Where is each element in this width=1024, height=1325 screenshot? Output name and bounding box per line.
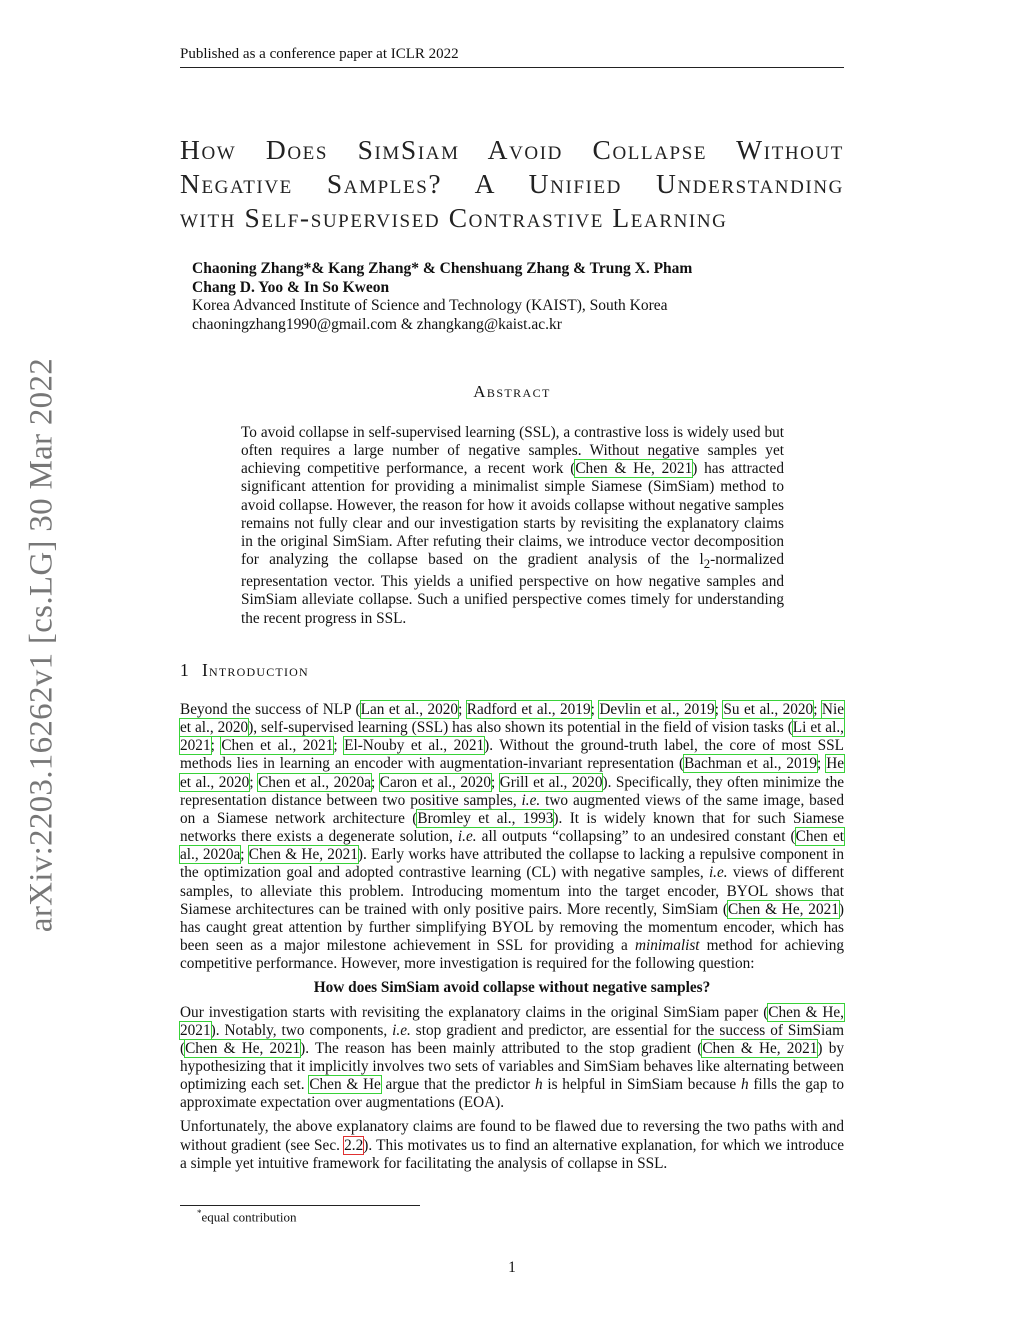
citation-link[interactable]: Chen et al., 2021 xyxy=(221,737,334,755)
affiliation: Korea Advanced Institute of Science and Technology (KAIST), South Korea xyxy=(192,297,668,314)
text-run: ). This motivates us to find an alternative explanation, for which we introduce a simple yet intuitive framework for facilitating the analysis of collapse in SSL. xyxy=(180,1136,844,1172)
citation-link[interactable]: Chen & He, 2021 xyxy=(180,1003,844,1039)
citation-link[interactable]: Bachman et al., 2019 xyxy=(684,755,817,773)
abstract-part: ) has attracted significant attention for providing a minimalist simple Siamese (SimSiam) method to avoid collapse. However, the reason for how it avoids collapse without negative samples remains not fully clear and our investigation starts by revisiting the explanatory claims in the original SimSiam. After refuting their claims, we introduce vector decomposition for analyzing the collapse based on the gradient analysis of the l xyxy=(241,460,784,569)
citation-link[interactable]: Devlin et al., 2019 xyxy=(599,701,715,718)
section-body xyxy=(180,701,844,1179)
text-run: ; xyxy=(333,737,345,755)
text-run: ). Specifically, they often minimize the representation distance between two positive samples, xyxy=(180,773,845,809)
text-run: Unfortunately, the above explanatory claims are found to be flawed due to reversing the two paths with and without gradient (see Sec. xyxy=(180,1118,844,1154)
page-number: 1 xyxy=(508,1259,516,1276)
emphasis: minimalist xyxy=(634,937,700,955)
text-run: is helpful in SimSiam because xyxy=(542,1076,741,1094)
title-line-3: with Self-supervised Contrastive Learning xyxy=(180,202,728,233)
text-run: Beyond the success of NLP ( xyxy=(180,701,361,718)
citation-link[interactable]: Chen & He, 2021 xyxy=(248,846,358,864)
citation-link[interactable]: Radford et al., 2019 xyxy=(466,701,591,718)
text-run: ). The reason has been mainly attributed to the stop gradient ( xyxy=(300,1039,703,1057)
text-run: views of different samples, to alleviate this problem. Introducing momentum into the target encoder, BYOL shows that Siamese architectures can be trained with only positive pairs. More recently, SimSiam ( xyxy=(180,864,844,918)
italic-ie: i.e. xyxy=(392,1021,411,1039)
text-run: stop gradient and predictor, are essential for the success of SimSiam ( xyxy=(180,1021,844,1057)
text-run: argue that the predictor xyxy=(380,1076,535,1094)
footnote xyxy=(197,1208,296,1225)
citation-link[interactable]: Lan et al., 2020 xyxy=(360,701,459,718)
math-symbol-h: h xyxy=(740,1076,749,1094)
paper-title xyxy=(180,133,844,235)
citation-link[interactable]: Chen et al., 2020a xyxy=(258,773,371,791)
citation-link[interactable]: Grill et al., 2020 xyxy=(499,773,603,791)
citation-link[interactable]: Chen et al., 2020a xyxy=(180,828,844,864)
footnote-mark: * xyxy=(197,1208,202,1218)
text-run: ). Notably, two components, xyxy=(210,1021,393,1039)
author-names-line-1: Chaoning Zhang*& Kang Zhang* & Chenshuang Zhang & Trung X. Pham xyxy=(192,260,693,277)
text-run: fills the gap to approximate expectation over augmentations (EOA). xyxy=(180,1076,844,1112)
abstract-text xyxy=(241,424,784,628)
math-symbol-h: h xyxy=(534,1076,543,1094)
text-run: ). Without the ground-truth label, the core of most SSL methods lies in learning an encoder with augmentation-invariant representation ( xyxy=(180,737,845,773)
author-block xyxy=(192,260,692,334)
text-run: ; xyxy=(240,846,249,864)
text-run: ). Early works have attributed the collapse to lacking a repulsive component in the optimization goal and adopted contrastive learning (CL) with negative samples, xyxy=(180,846,844,882)
citation-link[interactable]: Chen & He, 2021 xyxy=(702,1039,818,1057)
subscript: 2 xyxy=(703,557,711,572)
citation-link[interactable]: Chen & He, 2021 xyxy=(727,900,839,918)
abstract-heading: Abstract xyxy=(473,382,551,401)
text-run: ; xyxy=(249,773,259,791)
citation-link[interactable]: Chen & He, 2021 xyxy=(575,460,693,478)
abstract-part: -normalized representation vector. This yields a unified perspective on how negative samples and SimSiam alleviate collapse. Such a unified perspective comes timely for understanding the recent progress in SSL. xyxy=(241,551,784,627)
author-emails: chaoningzhang1990@gmail.com & zhangkang@kaist.ac.kr xyxy=(192,315,562,333)
footnote-text: equal contribution xyxy=(201,1209,297,1225)
citation-link[interactable]: Su et al., 2020 xyxy=(723,701,814,718)
text-run: Our investigation starts with revisiting the explanatory claims in the original SimSiam paper ( xyxy=(180,1003,769,1021)
title-line-2: Negative Samples? A Unified Understanding xyxy=(180,168,844,199)
text-run: ; xyxy=(813,701,822,718)
citation-link[interactable]: Caron et al., 2020 xyxy=(379,773,491,791)
text-run: ) has caught great attention by further simplifying BYOL by removing the momentum encoder, which has been seen as a major milestone achievement in SSL for providing a xyxy=(180,900,844,955)
citation-link[interactable]: Li et al., 2021 xyxy=(180,719,844,755)
author-names-line-2: Chang D. Yoo & In So Kweon xyxy=(192,278,390,296)
citation-link[interactable]: Bromley et al., 1993 xyxy=(417,809,554,827)
text-run: ; xyxy=(458,701,467,718)
citation-link[interactable]: El-Nouby et al., 2021 xyxy=(344,737,485,755)
section-ref-link[interactable]: 2.2 xyxy=(344,1136,364,1154)
citation-link[interactable]: Chen & He, 2021 xyxy=(185,1039,301,1057)
citation-link[interactable]: Chen & He xyxy=(309,1076,381,1094)
text-run: ). It is widely known that for such Siamese networks there exists a degenerate solution, xyxy=(180,809,845,846)
abstract-part: To avoid collapse in self-supervised learning (SSL), a contrastive loss is widely used but often requires a large number of negative samples. Without negative samples yet achieving competitive performance, a recent work ( xyxy=(241,424,784,478)
title-line-1: How Does SimSiam Avoid Collapse Without xyxy=(180,134,844,165)
text-run: ; xyxy=(816,755,827,773)
paragraph-1 xyxy=(180,701,844,973)
footnote-divider xyxy=(180,1205,420,1206)
text-run: ; xyxy=(714,701,724,718)
italic-ie: i.e. xyxy=(521,791,541,809)
text-run: two augmented views of the same image, based on a Siamese network architecture ( xyxy=(180,791,844,827)
text-run: ; xyxy=(210,737,222,755)
paragraph-2 xyxy=(180,1004,844,1113)
text-run: method for achieving competitive performance. However, more investigation is required for the following question: xyxy=(180,937,845,973)
arxiv-sidebar-stamp xyxy=(22,347,62,943)
text-run: ; xyxy=(490,773,500,791)
research-question: How does SimSiam avoid collapse without negative samples? xyxy=(313,979,711,997)
citation-link[interactable]: Nie et al., 2020 xyxy=(180,701,845,737)
italic-ie: i.e. xyxy=(457,828,477,846)
section-number: 1 xyxy=(180,660,190,680)
text-run: ), self-supervised learning (SSL) has also shown its potential in the field of vision tasks ( xyxy=(248,719,793,737)
citation-link[interactable]: He et al., 2020 xyxy=(180,755,845,791)
section-title: Introduction xyxy=(202,660,309,680)
text-run: ; xyxy=(590,701,600,718)
text-run: ) by hypothesizing that it implicitly involves two sets of variables and SimSiam behaves like alternating between optimizing each set. xyxy=(180,1039,844,1094)
text-run: ; xyxy=(371,773,380,791)
section-heading xyxy=(180,660,309,681)
running-header: Published as a conference paper at ICLR 2022 xyxy=(180,46,844,68)
arxiv-id-text: arXiv:2203.16262v1 [cs.LG] 30 Mar 2022 xyxy=(23,357,60,933)
text-run: all outputs “collapsing” to an undesired constant ( xyxy=(476,828,796,846)
paragraph-3 xyxy=(180,1118,844,1172)
italic-ie: i.e. xyxy=(708,864,728,882)
